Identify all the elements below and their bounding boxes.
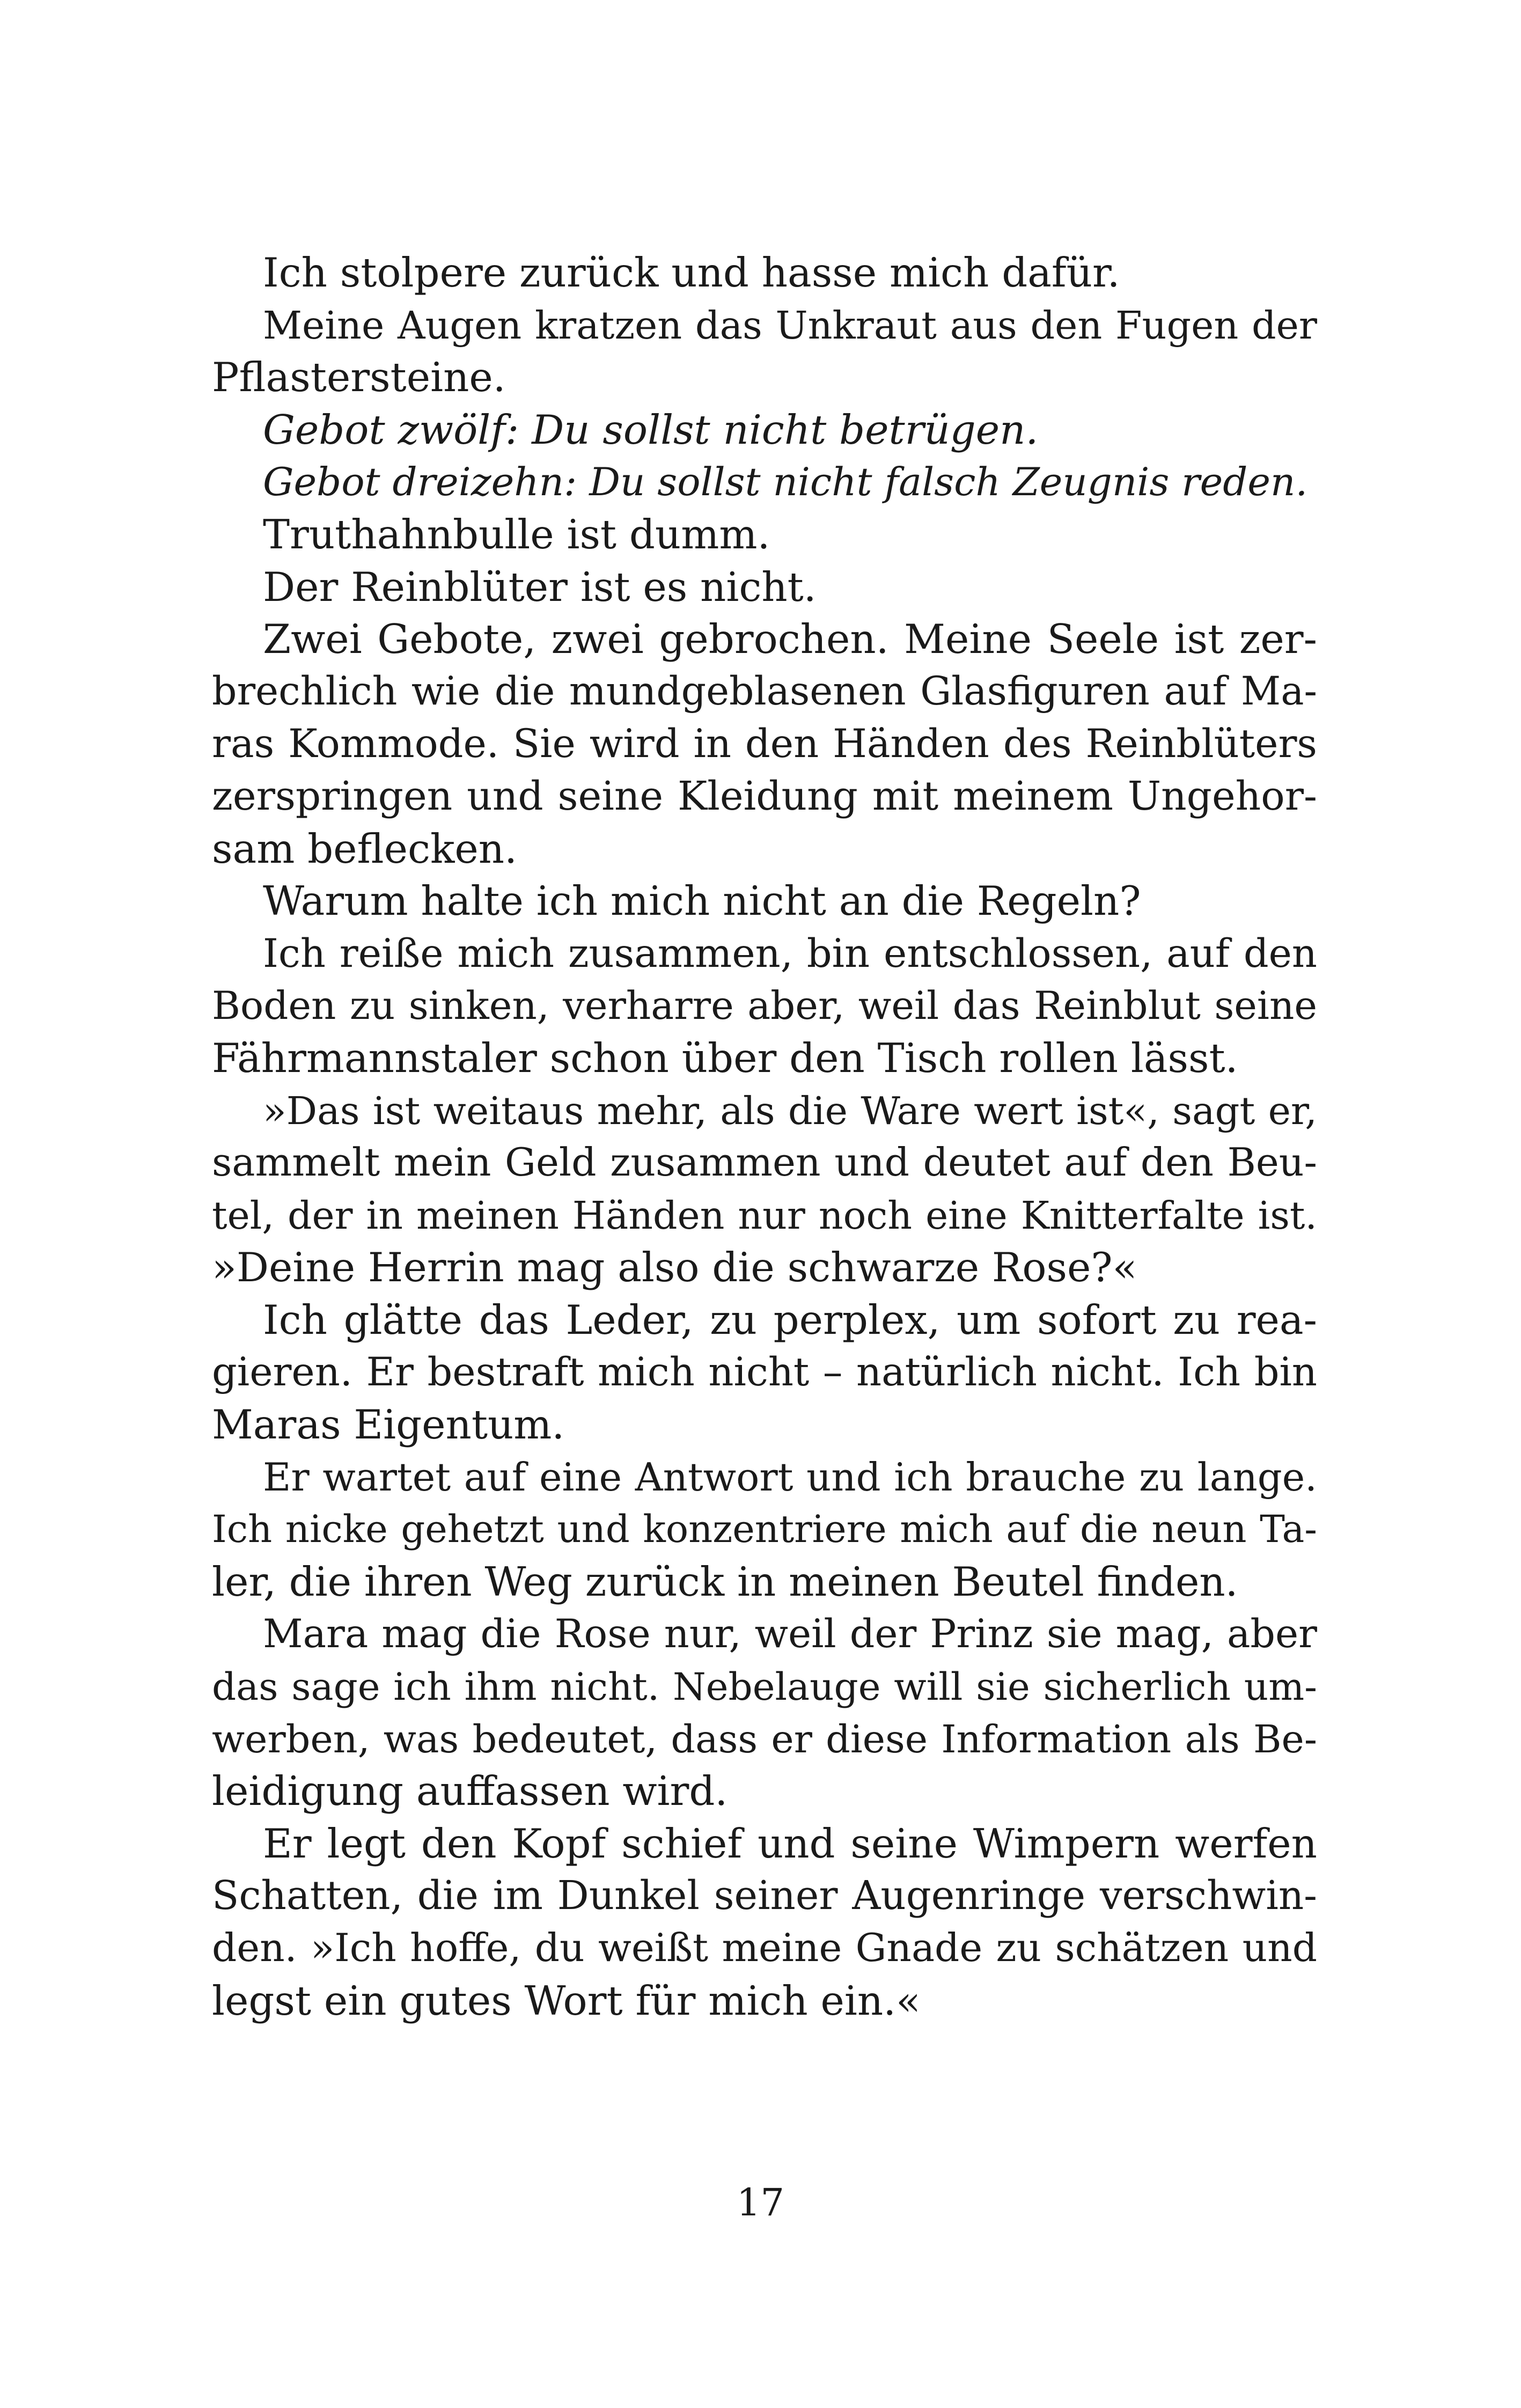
text-line: Maras Eigentum.	[212, 1401, 565, 1449]
text-line: gieren. Er bestraft mich nicht – natürlich nicht. Ich bin	[212, 1349, 1317, 1396]
text-line: Schatten, die im Dunkel seiner Augenringe verschwin-	[212, 1873, 1317, 1919]
text-line: Gebot zwölf: Du sollst nicht betrügen.	[263, 406, 1039, 453]
text-line: sammelt mein Geld zusammen und deutet auf den Beu-	[212, 1140, 1317, 1186]
text-line: Mara mag die Rose nur, weil der Prinz sie mag, aber	[263, 1611, 1317, 1657]
page-number: 17	[736, 2181, 785, 2225]
text-line: leidigung auffassen wird.	[212, 1767, 728, 1815]
text-line: Meine Augen kratzen das Unkraut aus den Fugen der	[263, 303, 1317, 348]
text-line: Ich stolpere zurück und hasse mich dafür.	[263, 249, 1120, 296]
text-line: Zwei Gebote, zwei gebrochen. Meine Seele ist zer-	[263, 615, 1317, 663]
text-line: den. »Ich hoffe, du weißt meine Gnade zu schätzen und	[212, 1926, 1317, 1971]
text-line: Er legt den Kopf schief und seine Wimpern werfen	[263, 1819, 1317, 1867]
text-line: das sage ich ihm nicht. Nebelauge will sie sicherlich um-	[212, 1664, 1317, 1709]
text-line: Ich nicke gehetzt und konzentriere mich auf die neun Ta-	[212, 1507, 1317, 1552]
text-line: Ich reiße mich zusammen, bin entschlossen, auf den	[263, 930, 1317, 977]
text-line: Ich glätte das Leder, zu perplex, um sofort zu rea-	[263, 1296, 1317, 1344]
text-line: »Deine Herrin mag also die schwarze Rose?«	[212, 1244, 1137, 1291]
text-line: tel, der in meinen Händen nur noch eine Knitterfalte ist.	[212, 1193, 1317, 1238]
text-line: Fährmannstaler schon über den Tisch rollen lässt.	[212, 1034, 1238, 1082]
text-line: ras Kommode. Sie wird in den Händen des Reinblüters	[212, 721, 1317, 767]
text-line: Boden zu sinken, verharre aber, weil das Reinblut seine	[212, 983, 1317, 1029]
text-line: Truthahnbulle ist dumm.	[263, 510, 770, 558]
body-text	[212, 247, 1317, 2027]
text-line: »Das ist weitaus mehr, als die Ware wert ist«, sagt er,	[263, 1088, 1317, 1133]
text-line: ler, die ihren Weg zurück in meinen Beutel finden.	[212, 1558, 1238, 1605]
text-line: werben, was bedeutet, dass er diese Information als Be-	[212, 1716, 1317, 1761]
text-line: Gebot dreizehn: Du sollst nicht falsch Zeugnis reden.	[263, 459, 1308, 505]
text-line: Der Reinblüter ist es nicht.	[263, 563, 817, 611]
text-line: brechlich wie die mundgeblasenen Glasfiguren auf Ma-	[212, 669, 1317, 714]
text-line: Warum halte ich mich nicht an die Regeln?	[263, 877, 1141, 925]
text-line: Er wartet auf eine Antwort und ich brauche zu lange.	[263, 1454, 1317, 1500]
text-line: Pflastersteine.	[212, 354, 506, 401]
text-line: legst ein gutes Wort für mich ein.«	[212, 1977, 921, 2024]
text-line: zerspringen und seine Kleidung mit meinem Ungehor-	[212, 773, 1317, 819]
text-line: sam beflecken.	[212, 825, 517, 872]
